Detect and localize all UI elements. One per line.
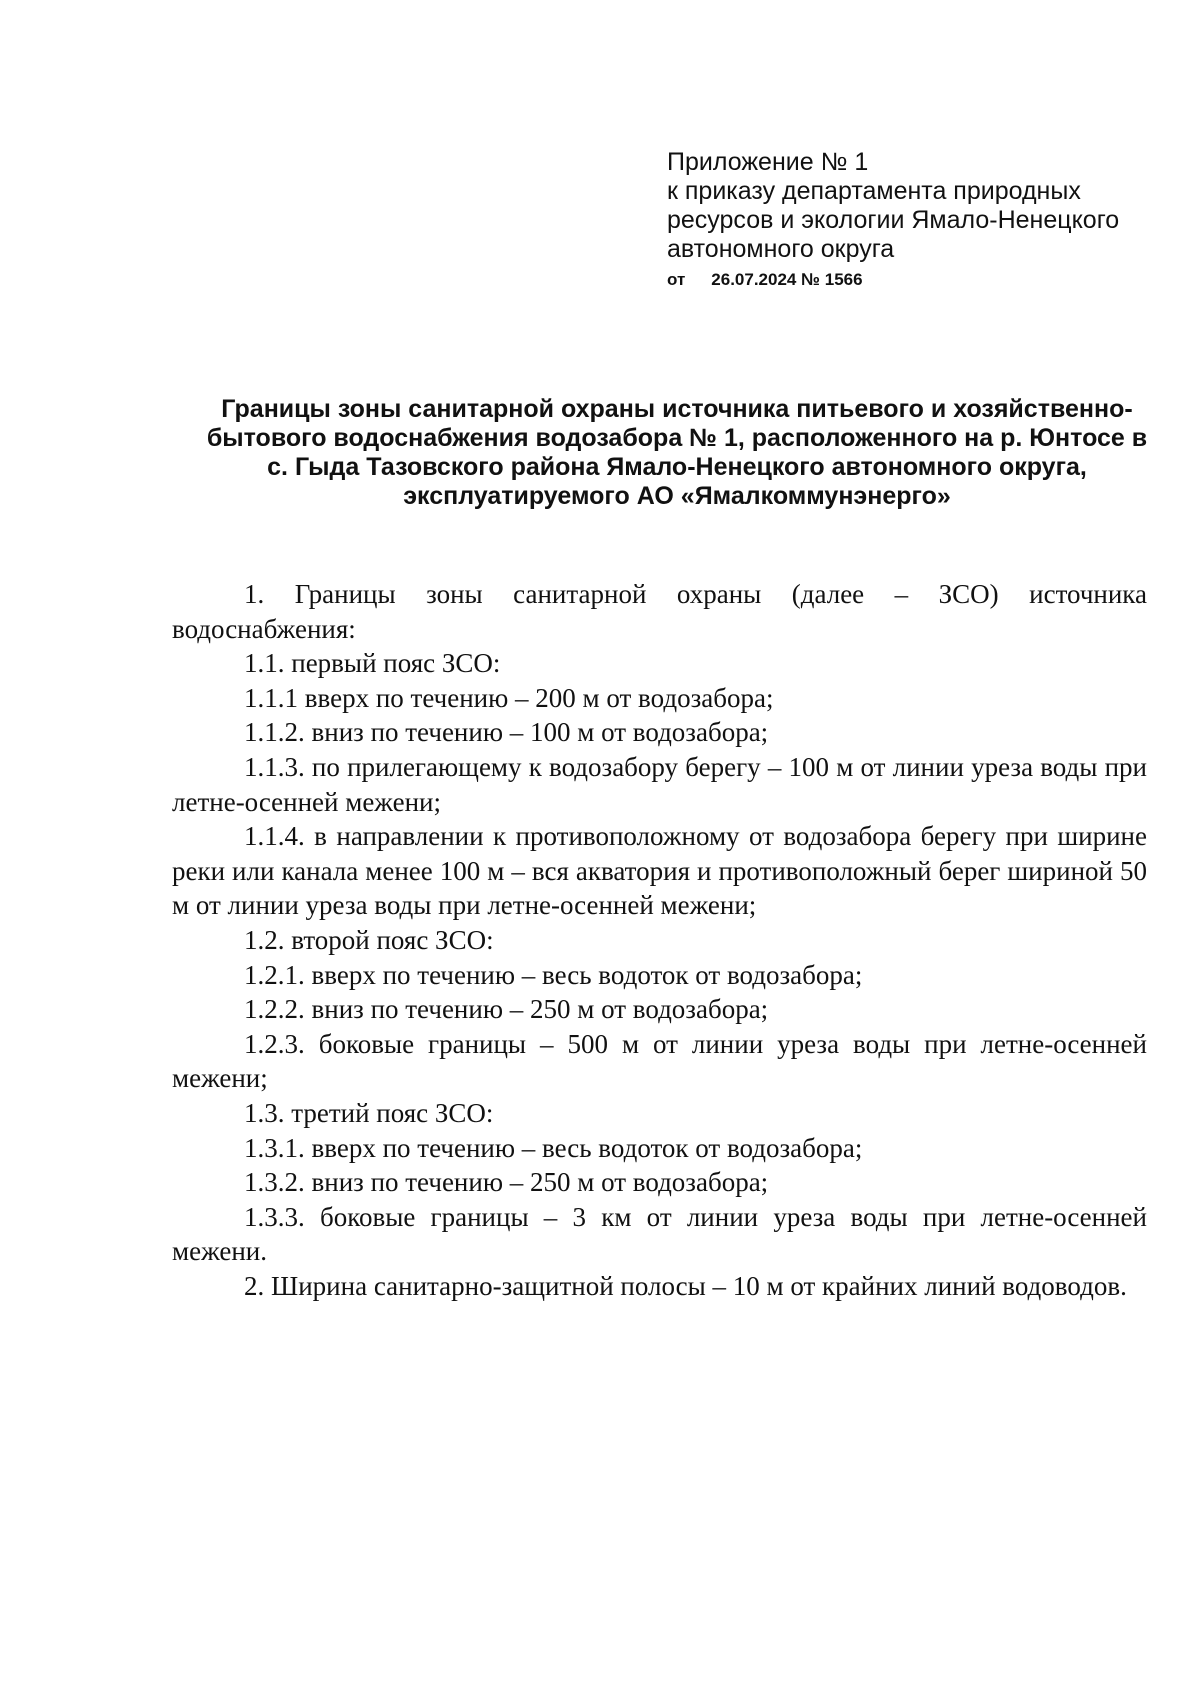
appendix-department: ресурсов и экологии Ямало-Ненецкого	[667, 206, 1120, 234]
paragraph-1-2-3: 1.2.3. боковые границы – 500 м от линии уреза воды при летне-осенней межени;	[172, 1028, 1147, 1094]
title-line: с. Гыда Тазовского района Ямало-Ненецкого автономного округа,	[267, 453, 1087, 481]
title-line: Границы зоны санитарной охраны источника питьевого и хозяйственно-	[221, 395, 1133, 423]
paragraph-1: 1. Границы зоны санитарной охраны (далее – ЗСО) источника водоснабжения:	[172, 579, 1147, 644]
paragraph-1-3: 1.3. третий пояс ЗСО:	[244, 1097, 494, 1128]
paragraph-1-3-3: 1.3.3. боковые границы – 3 км от линии уреза воды при летне-осенней межени.	[172, 1201, 1147, 1267]
paragraph-1-3-1: 1.3.1. вверх по течению – весь водоток от водозабора;	[244, 1132, 863, 1163]
appendix-title: Приложение № 1	[667, 148, 869, 176]
document-title	[172, 395, 1182, 511]
paragraph-1-1-4: 1.1.4. в направлении к противоположному от водозабора берегу при ширине реки или канала менее 100 м – вся акватория и противоположный берег шириной 50 м от линии уреза воды при летне-осенней межени;	[172, 821, 1147, 921]
order-date-number: 26.07.2024 № 1566	[711, 270, 863, 289]
date-prefix: от	[667, 270, 686, 289]
document-body	[172, 577, 1147, 1303]
paragraph-1-1-2: 1.1.2. вниз по течению – 100 м от водозабора;	[244, 717, 769, 748]
appendix-block	[667, 148, 1167, 292]
title-line: бытового водоснабжения водозабора № 1, расположенного на р. Юнтосе в	[206, 424, 1148, 452]
paragraph-1-3-2: 1.3.2. вниз по течению – 250 м от водозабора;	[244, 1167, 769, 1198]
paragraph-1-1-3: 1.1.3. по прилегающему к водозабору берегу – 100 м от линии уреза воды при летне-осенней межени;	[172, 751, 1147, 817]
paragraph-1-2: 1.2. второй пояс ЗСО:	[244, 924, 494, 955]
paragraph-1-2-1: 1.2.1. вверх по течению – весь водоток от водозабора;	[244, 959, 863, 990]
appendix-order-ref: к приказу департамента природных	[667, 177, 1081, 205]
paragraph-1-2-2: 1.2.2. вниз по течению – 250 м от водозабора;	[244, 994, 769, 1025]
title-line: эксплуатируемого АО «Ямалкоммунэнерго»	[403, 482, 951, 510]
paragraph-2: 2. Ширина санитарно-защитной полосы – 10 м от крайних линий водоводов.	[244, 1270, 1127, 1301]
paragraph-1-1-1: 1.1.1 вверх по течению – 200 м от водозабора;	[244, 682, 774, 713]
paragraph-1-1: 1.1. первый пояс ЗСО:	[244, 648, 501, 679]
appendix-date-line	[667, 268, 1167, 292]
appendix-region: автономного округа	[667, 235, 895, 263]
